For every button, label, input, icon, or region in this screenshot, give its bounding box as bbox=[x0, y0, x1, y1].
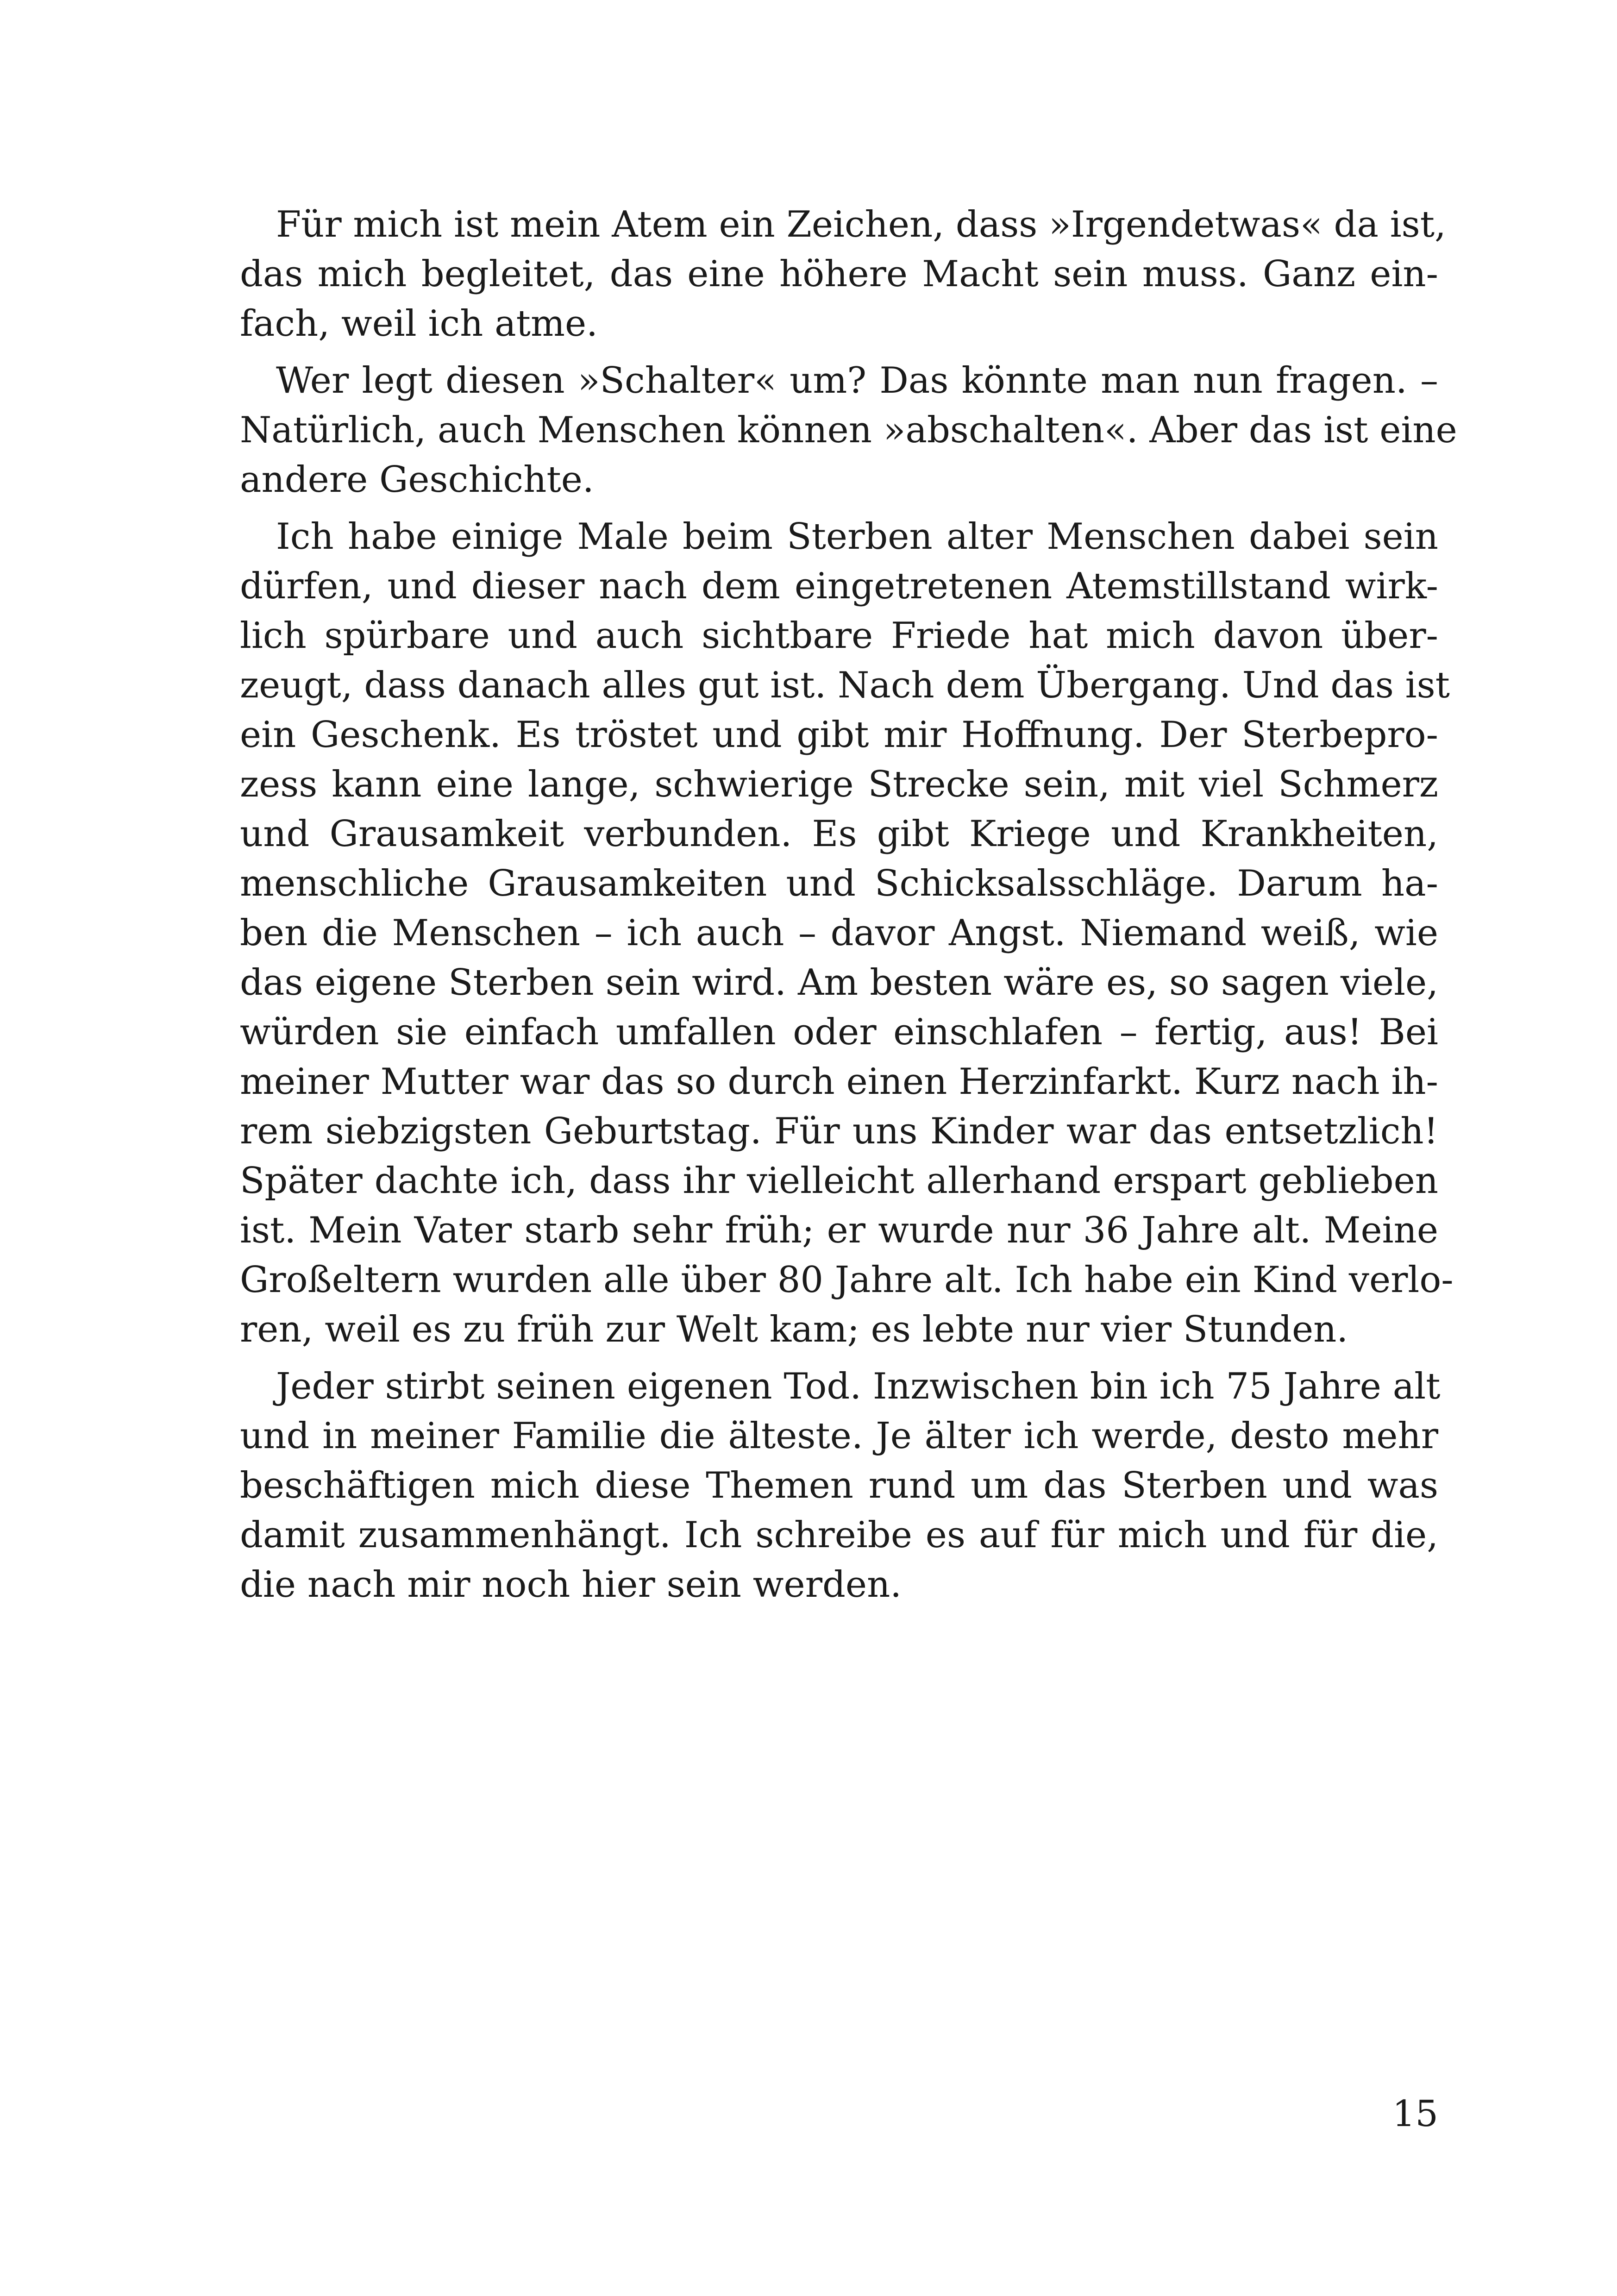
text-line: Natürlich, auch Menschen können »abschalten«. Aber das ist eine bbox=[240, 409, 1457, 451]
text-line: ren, weil es zu früh zur Welt kam; es lebte nur vier Stunden. bbox=[240, 1309, 1348, 1350]
text-line: das eigene Sterben sein wird. Am besten wäre es, so sagen viele, bbox=[240, 962, 1438, 1004]
body-text bbox=[240, 200, 1457, 1610]
text-line: fach, weil ich atme. bbox=[240, 303, 598, 345]
paragraph-3 bbox=[240, 512, 1454, 1355]
paragraph-1 bbox=[240, 200, 1446, 349]
text-line: beschäftigen mich diese Themen rund um das Sterben und was bbox=[240, 1465, 1438, 1506]
text-line: das mich begleitet, das eine höhere Macht sein muss. Ganz ein- bbox=[240, 253, 1438, 295]
text-line: zeugt, dass danach alles gut ist. Nach dem Übergang. Und das ist bbox=[240, 665, 1450, 706]
text-line: Jeder stirbt seinen eigenen Tod. Inzwischen bin ich 75 Jahre alt bbox=[276, 1366, 1441, 1407]
text-line: und Grausamkeit verbunden. Es gibt Kriege und Krankheiten, bbox=[240, 813, 1438, 855]
text-line: andere Geschichte. bbox=[240, 459, 594, 501]
text-line: würden sie einfach umfallen oder einschlafen – fertig, aus! Bei bbox=[240, 1011, 1438, 1053]
text-line: meiner Mutter war das so durch einen Herzinfarkt. Kurz nach ih- bbox=[240, 1061, 1438, 1103]
text-line: zess kann eine lange, schwierige Strecke sein, mit viel Schmerz bbox=[240, 764, 1438, 805]
text-line: damit zusammenhängt. Ich schreibe es auf für mich und für die, bbox=[240, 1514, 1438, 1556]
text-line: Großeltern wurden alle über 80 Jahre alt. Ich habe ein Kind verlo- bbox=[240, 1259, 1454, 1301]
text-line: und in meiner Familie die älteste. Je älter ich werde, desto mehr bbox=[240, 1415, 1438, 1457]
paragraph-2 bbox=[240, 356, 1457, 505]
text-line: Wer legt diesen »Schalter« um? Das könnte man nun fragen. – bbox=[276, 360, 1438, 401]
page-number: 15 bbox=[1392, 2093, 1438, 2135]
text-line: rem siebzigsten Geburtstag. Für uns Kinder war das entsetzlich! bbox=[240, 1110, 1438, 1152]
paragraph-4 bbox=[240, 1362, 1441, 1610]
text-line: die nach mir noch hier sein werden. bbox=[240, 1564, 902, 1606]
text-line: Später dachte ich, dass ihr vielleicht allerhand erspart geblieben bbox=[240, 1160, 1438, 1202]
text-line: ein Geschenk. Es tröstet und gibt mir Hoffnung. Der Sterbepro- bbox=[240, 714, 1438, 756]
text-line: menschliche Grausamkeiten und Schicksalsschläge. Darum ha- bbox=[240, 863, 1438, 904]
text-line: ist. Mein Vater starb sehr früh; er wurde nur 36 Jahre alt. Meine bbox=[240, 1210, 1438, 1251]
text-line: Ich habe einige Male beim Sterben alter Menschen dabei sein bbox=[276, 516, 1438, 558]
text-line: dürfen, und dieser nach dem eingetretenen Atemstillstand wirk- bbox=[240, 565, 1438, 607]
text-line: Für mich ist mein Atem ein Zeichen, dass »Irgendetwas« da ist, bbox=[276, 204, 1446, 245]
text-line: lich spürbare und auch sichtbare Friede hat mich davon über- bbox=[240, 615, 1438, 657]
text-line: ben die Menschen – ich auch – davor Angst. Niemand weiß, wie bbox=[240, 912, 1438, 954]
